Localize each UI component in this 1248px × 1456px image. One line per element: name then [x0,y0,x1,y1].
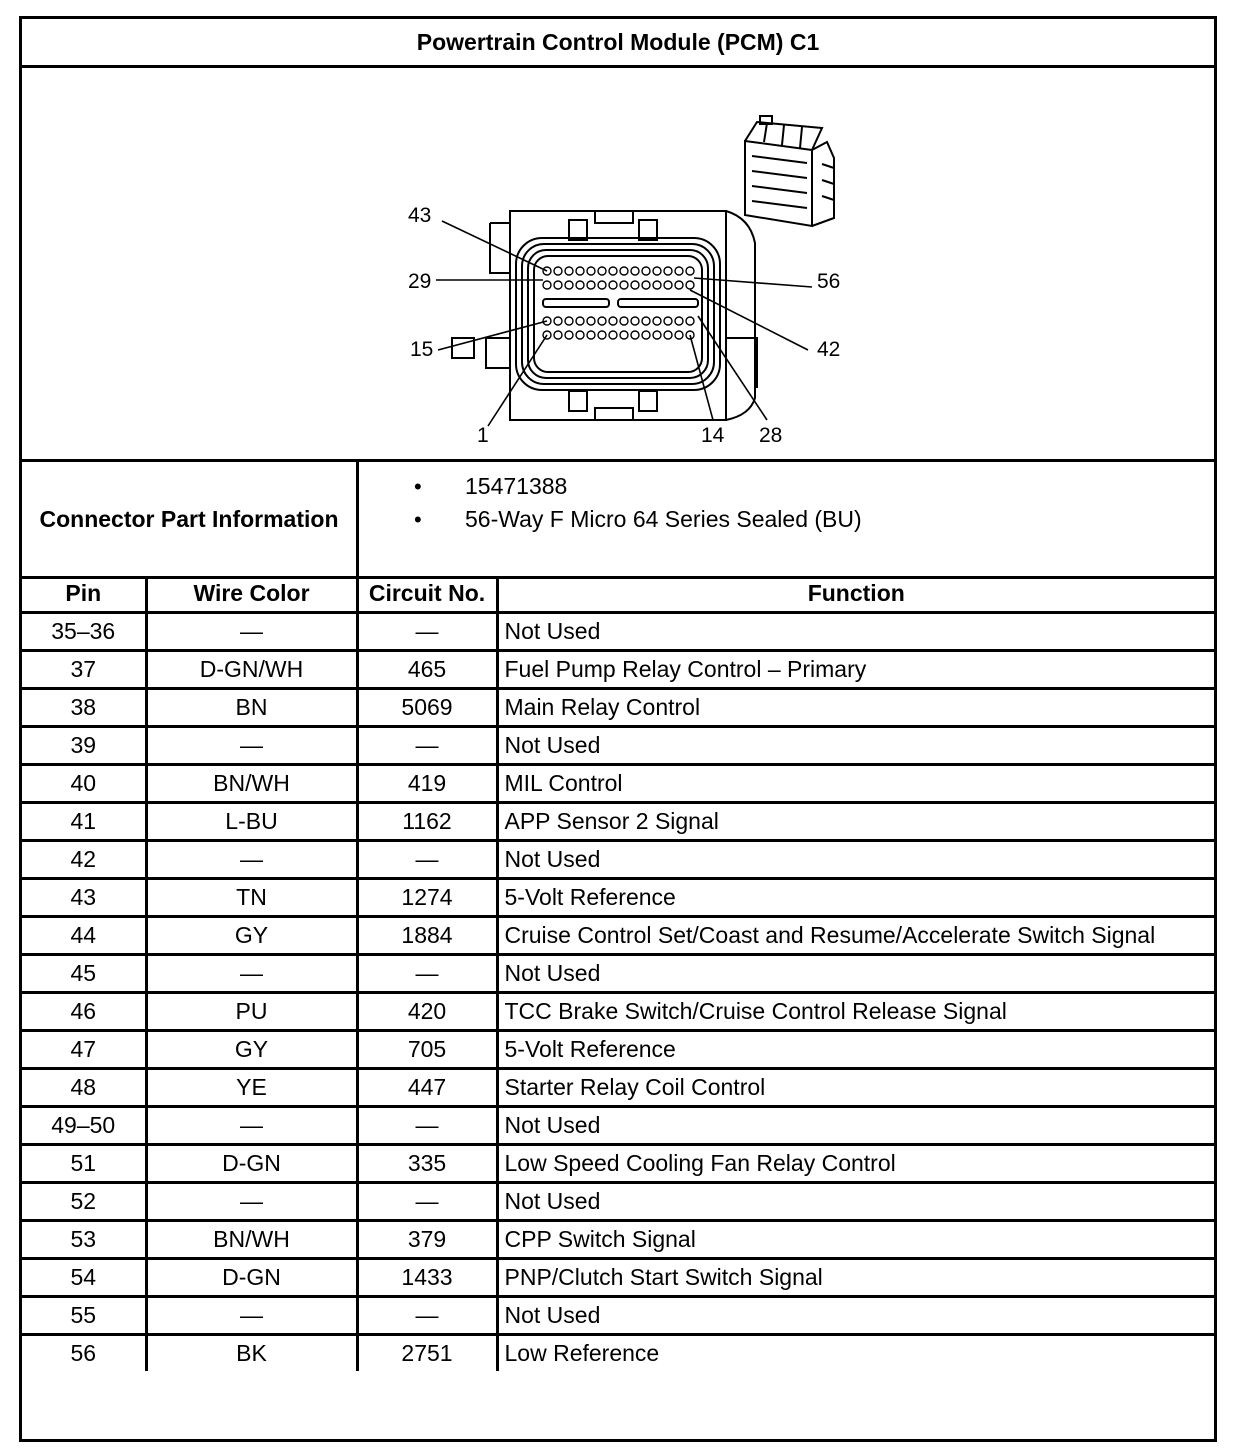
circuit-cell: 447 [357,1069,497,1107]
header-pin: Pin [22,576,146,613]
table-header-row [22,576,1214,613]
pin-cell: 55 [22,1297,146,1335]
function-cell: Not Used [497,1183,1214,1221]
table-row [22,993,1214,1031]
table-row [22,765,1214,803]
pin-cell: 35–36 [22,613,146,651]
pin-cell: 38 [22,689,146,727]
wire-color-cell: BN/WH [146,1221,357,1259]
wire-color-cell: — [146,1183,357,1221]
wire-color-cell: D-GN/WH [146,651,357,689]
connector-part-information [22,462,1214,579]
table-row [22,1183,1214,1221]
table-row [22,841,1214,879]
table-row [22,1069,1214,1107]
part-number: • 15471388 [359,470,1214,503]
circuit-cell: — [357,613,497,651]
circuit-cell: 335 [357,1145,497,1183]
table-row [22,1145,1214,1183]
connector-part-info-label: Connector Part Information [22,462,359,576]
connector-figure [22,68,1214,462]
function-cell: Not Used [497,1297,1214,1335]
wire-color-cell: — [146,613,357,651]
pin-cell: 43 [22,879,146,917]
table-row [22,803,1214,841]
wire-color-cell: TN [146,879,357,917]
pin-cell: 48 [22,1069,146,1107]
pin-cell: 56 [22,1335,146,1372]
table-row [22,1259,1214,1297]
function-cell: Starter Relay Coil Control [497,1069,1214,1107]
table-row [22,727,1214,765]
pin-cell: 53 [22,1221,146,1259]
table-row [22,1031,1214,1069]
function-cell: 5-Volt Reference [497,1031,1214,1069]
function-cell: Main Relay Control [497,689,1214,727]
circuit-cell: 5069 [357,689,497,727]
function-cell: Fuel Pump Relay Control – Primary [497,651,1214,689]
circuit-cell: — [357,841,497,879]
circuit-cell: 705 [357,1031,497,1069]
pin-label: 29 [408,270,432,293]
table-row [22,1297,1214,1335]
pin-label: 56 [817,270,841,293]
circuit-cell: 1274 [357,879,497,917]
pin-cell: 40 [22,765,146,803]
page-title: Powertrain Control Module (PCM) C1 [22,19,1214,68]
pin-cell: 45 [22,955,146,993]
wire-color-cell: D-GN [146,1259,357,1297]
circuit-cell: — [357,727,497,765]
pin-cell: 49–50 [22,1107,146,1145]
connector-isometric-icon [745,116,834,226]
function-cell: Cruise Control Set/Coast and Resume/Accelerate Switch Signal [497,917,1214,955]
function-cell: MIL Control [497,765,1214,803]
pin-label: 43 [408,204,432,227]
wire-color-cell: — [146,1297,357,1335]
function-cell: 5-Volt Reference [497,879,1214,917]
wire-color-cell: L-BU [146,803,357,841]
table-row [22,955,1214,993]
pin-cell: 41 [22,803,146,841]
wire-color-cell: D-GN [146,1145,357,1183]
circuit-cell: — [357,955,497,993]
wire-color-cell: YE [146,1069,357,1107]
pin-label: 1 [477,424,489,447]
function-cell: Low Reference [497,1335,1214,1372]
connector-part-info-list [359,462,1214,584]
function-cell: TCC Brake Switch/Cruise Control Release Signal [497,993,1214,1031]
pin-label: 42 [817,338,841,361]
wire-color-cell: BN/WH [146,765,357,803]
function-cell: PNP/Clutch Start Switch Signal [497,1259,1214,1297]
circuit-cell: — [357,1183,497,1221]
pin-label: 15 [410,338,434,361]
wire-color-cell: BN [146,689,357,727]
table-row [22,1107,1214,1145]
circuit-cell: 465 [357,651,497,689]
table-row [22,651,1214,689]
table-row [22,879,1214,917]
pin-cell: 54 [22,1259,146,1297]
table-row [22,689,1214,727]
connector-description: • 56-Way F Micro 64 Series Sealed (BU) [359,503,1214,536]
circuit-cell: 1884 [357,917,497,955]
wire-color-cell: — [146,955,357,993]
wire-color-cell: — [146,727,357,765]
table-row [22,613,1214,651]
header-function: Function [497,576,1214,613]
wire-color-cell: PU [146,993,357,1031]
pin-cell: 51 [22,1145,146,1183]
pinout-sheet [19,16,1217,1442]
pin-cell: 42 [22,841,146,879]
function-cell: Low Speed Cooling Fan Relay Control [497,1145,1214,1183]
function-cell: Not Used [497,1107,1214,1145]
header-circuit-no: Circuit No. [357,576,497,613]
wire-color-cell: GY [146,917,357,955]
circuit-cell: — [357,1297,497,1335]
pin-cell: 37 [22,651,146,689]
pin-cell: 47 [22,1031,146,1069]
circuit-cell: 1162 [357,803,497,841]
pin-label: 14 [701,424,725,447]
circuit-cell: 2751 [357,1335,497,1372]
function-cell: Not Used [497,613,1214,651]
header-wire-color: Wire Color [146,576,357,613]
wire-color-cell: BK [146,1335,357,1372]
function-cell: Not Used [497,727,1214,765]
table-row [22,1335,1214,1372]
circuit-cell: 1433 [357,1259,497,1297]
table-row [22,917,1214,955]
pin-cell: 52 [22,1183,146,1221]
function-cell: CPP Switch Signal [497,1221,1214,1259]
table-row [22,1221,1214,1259]
function-cell: Not Used [497,841,1214,879]
circuit-cell: 379 [357,1221,497,1259]
circuit-cell: 420 [357,993,497,1031]
function-cell: APP Sensor 2 Signal [497,803,1214,841]
wire-color-cell: — [146,841,357,879]
wire-color-cell: GY [146,1031,357,1069]
pin-cell: 39 [22,727,146,765]
function-cell: Not Used [497,955,1214,993]
wire-color-cell: — [146,1107,357,1145]
pin-label: 28 [759,424,783,447]
connector-drawing [22,68,1214,459]
pinout-table [22,576,1214,1371]
pin-cell: 46 [22,993,146,1031]
circuit-cell: 419 [357,765,497,803]
pin-cell: 44 [22,917,146,955]
circuit-cell: — [357,1107,497,1145]
